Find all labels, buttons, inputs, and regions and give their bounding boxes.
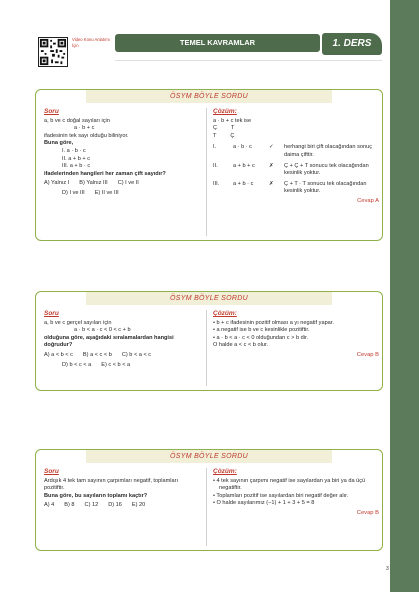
check-icon: ✓ <box>269 144 274 151</box>
solution-column <box>213 108 379 206</box>
cozum-label: Çözüm: <box>213 468 237 475</box>
question-prompt: Buna göre, <box>44 140 74 147</box>
section-title: TEMEL KAVRAMLAR <box>115 34 320 52</box>
option-c: C) I ve II <box>117 180 139 187</box>
question-item: I. a · b · c <box>62 147 86 154</box>
option-b: B) 8 <box>64 502 75 509</box>
option-b: B) Yalnız III <box>79 180 108 187</box>
solution-bullet: • Toplamları pozitif ise sayılardan biri negatif değer alır. <box>213 492 349 499</box>
answer-options <box>44 362 199 370</box>
solution-text: a · b + c tek ise <box>213 117 252 124</box>
cozum-label: Çözüm: <box>213 108 237 115</box>
example-card-2 <box>35 291 383 391</box>
page-number: 3 <box>386 566 389 572</box>
column-divider <box>206 108 207 236</box>
option-d: D) b < c < a <box>62 361 92 368</box>
example-card-1 <box>35 89 383 241</box>
question-item: II. a + b + c <box>62 155 90 162</box>
card-title: ÖSYM BÖYLE SORDU <box>86 292 332 305</box>
parity-cell: Ç <box>213 125 218 132</box>
option-e: E) II ve III <box>94 189 119 196</box>
solution-expression: a + b · c <box>233 180 254 187</box>
question-expression: a · b < a · c < 0 < c + b <box>74 327 131 334</box>
cross-icon: ✗ <box>269 180 274 187</box>
answer-options <box>44 190 199 198</box>
parity-cell: T <box>213 132 217 139</box>
solution-explanation: Ç + T · T sonucu tek olacağından kesinlik yoktur. <box>284 180 367 195</box>
parity-row <box>213 125 379 133</box>
question-text: ifadesinin tek sayı olduğu biliniyor. <box>44 132 129 139</box>
option-d: D) 16 <box>108 502 122 509</box>
roman-numeral: I. <box>213 144 217 151</box>
answer-label: Cevap B <box>356 509 379 516</box>
card-title: ÖSYM BÖYLE SORDU <box>86 90 332 103</box>
soru-label: Soru <box>44 108 59 115</box>
solution-explanation: herhangi biri çift olacağından sonuç daima çifttir. <box>284 144 373 158</box>
qr-note: Video Konu Anlatımı İçin <box>72 37 110 48</box>
solution-column <box>213 468 379 518</box>
question-prompt: Buna göre, bu sayıların toplamı kaçtır? <box>44 492 148 499</box>
question-column <box>44 468 199 510</box>
solution-conclusion: O halde a < c < b olur. <box>213 342 269 349</box>
side-strip <box>390 0 419 592</box>
column-divider <box>206 310 207 386</box>
solution-row <box>213 163 379 178</box>
option-c: C) 12 <box>84 502 99 509</box>
solution-column <box>213 310 379 360</box>
answer-options <box>44 180 199 188</box>
question-column <box>44 108 199 198</box>
parity-cell: T <box>231 125 235 132</box>
solution-bullet: • 4 tek sayının çarpımı negatif ise sayılardan ya biri ya da üçü negatiftir. <box>213 477 366 492</box>
solution-bullet: • O halde sayılarımız (−1) + 1 + 3 + 5 = 8 <box>213 500 315 507</box>
question-prompt: olduğuna göre, aşağıdaki sıralamalardan hangisi doğrudur? <box>44 334 174 349</box>
solution-row <box>213 181 379 196</box>
solution-row <box>213 144 379 159</box>
solution-expression: a + b + c <box>233 162 255 169</box>
column-divider <box>206 468 207 546</box>
question-text: a, b ve c doğal sayıları için <box>44 117 110 124</box>
answer-options <box>44 502 199 510</box>
roman-numeral: III. <box>213 180 220 187</box>
cozum-label: Çözüm: <box>213 310 237 317</box>
answer-options <box>44 352 199 360</box>
example-card-3 <box>35 449 383 551</box>
option-e: E) c < b < a <box>101 361 131 368</box>
question-column <box>44 310 199 369</box>
option-a: A) a < b < c <box>44 351 73 358</box>
solution-bullet: • a · b < a · c < 0 olduğundan c > b dir. <box>213 334 309 341</box>
option-b: B) a < c < b <box>82 351 112 358</box>
question-item: III. a + b · c <box>62 163 91 170</box>
cross-icon: ✗ <box>269 162 274 169</box>
question-prompt: ifadelerinden hangileri her zaman çift sayıdır? <box>44 170 166 177</box>
question-text: Ardışık 4 tek tam sayının çarpımları negatif, toplamları pozitiftir. <box>44 477 178 492</box>
qr-code-icon[interactable] <box>38 37 68 67</box>
option-e: E) 20 <box>131 502 146 509</box>
soru-label: Soru <box>44 310 59 317</box>
parity-row <box>213 133 379 141</box>
header-rule <box>115 60 382 61</box>
option-d: D) I ve III <box>62 189 85 196</box>
roman-numeral: II. <box>213 162 218 169</box>
question-text: a, b ve c gerçel sayıları için <box>44 319 112 326</box>
option-a: A) 4 <box>44 502 55 509</box>
lesson-tag: 1. DERS <box>322 33 382 55</box>
option-c: C) b < a < c <box>121 351 152 358</box>
solution-expression: a · b · c <box>233 144 252 151</box>
solution-bullet: • b + c ifadesinin pozitif olması a yı negatif yapar. <box>213 319 334 326</box>
soru-label: Soru <box>44 468 59 475</box>
option-a: A) Yalnız I <box>44 180 70 187</box>
parity-cell: Ç <box>230 132 235 139</box>
question-expression: a · b + c <box>74 125 95 132</box>
answer-label: Cevap B <box>356 351 379 358</box>
solution-explanation: Ç + Ç + T sonucu tek olacağından kesinlik yoktur. <box>284 162 369 177</box>
card-title: ÖSYM BÖYLE SORDU <box>86 450 332 463</box>
solution-bullet: • a negatif ise b ve c kesinlikle pozitiftir. <box>213 327 310 334</box>
answer-label: Cevap A <box>357 197 379 204</box>
